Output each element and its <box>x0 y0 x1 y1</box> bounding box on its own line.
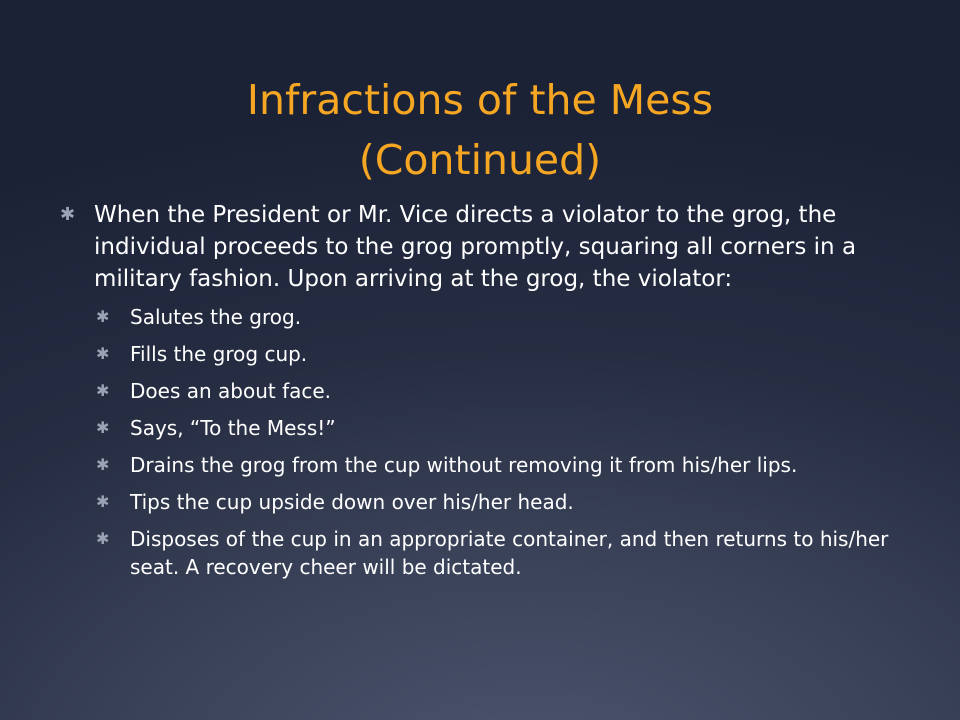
sub-bullet <box>96 414 910 442</box>
sub-bullet-text: Says, “To the Mess!” <box>130 416 336 440</box>
sub-bullet <box>96 451 910 479</box>
title-line-1: Infractions of the Mess <box>246 76 714 124</box>
asterisk-icon: ✱ <box>96 455 110 474</box>
sub-bullet-text: Drains the grog from the cup without removing it from his/her lips. <box>130 453 798 477</box>
main-bullet <box>60 199 910 295</box>
sub-bullet-text: Tips the cup upside down over his/her head. <box>130 490 574 514</box>
sub-bullet-text: Disposes of the cup in an appropriate container, and then returns to his/her seat. A recovery cheer will be dictated. <box>130 527 889 579</box>
sub-bullet <box>96 488 910 516</box>
sub-bullet <box>96 525 910 581</box>
sub-bullet-list <box>60 303 910 581</box>
sub-bullet-text: Salutes the grog. <box>130 305 302 329</box>
sub-bullet <box>96 377 910 405</box>
sub-bullet <box>96 303 910 331</box>
sub-bullet-text: Does an about face. <box>130 379 332 403</box>
title-line-2: (Continued) <box>358 136 602 184</box>
asterisk-icon: ✱ <box>96 529 110 548</box>
sub-bullet <box>96 340 910 368</box>
sub-bullet-text: Fills the grog cup. <box>130 342 308 366</box>
asterisk-icon: ✱ <box>96 344 110 363</box>
asterisk-icon: ✱ <box>60 204 76 225</box>
asterisk-icon: ✱ <box>96 307 110 326</box>
asterisk-icon: ✱ <box>96 418 110 437</box>
main-bullet-text: When the President or Mr. Vice directs a violator to the grog, the individual proceeds to the grog promptly, squaring all corners in a military fashion. Upon arriving at the grog, the violator: <box>94 202 857 292</box>
slide-content <box>60 199 910 590</box>
slide-title <box>60 70 900 190</box>
asterisk-icon: ✱ <box>96 492 110 511</box>
asterisk-icon: ✱ <box>96 381 110 400</box>
